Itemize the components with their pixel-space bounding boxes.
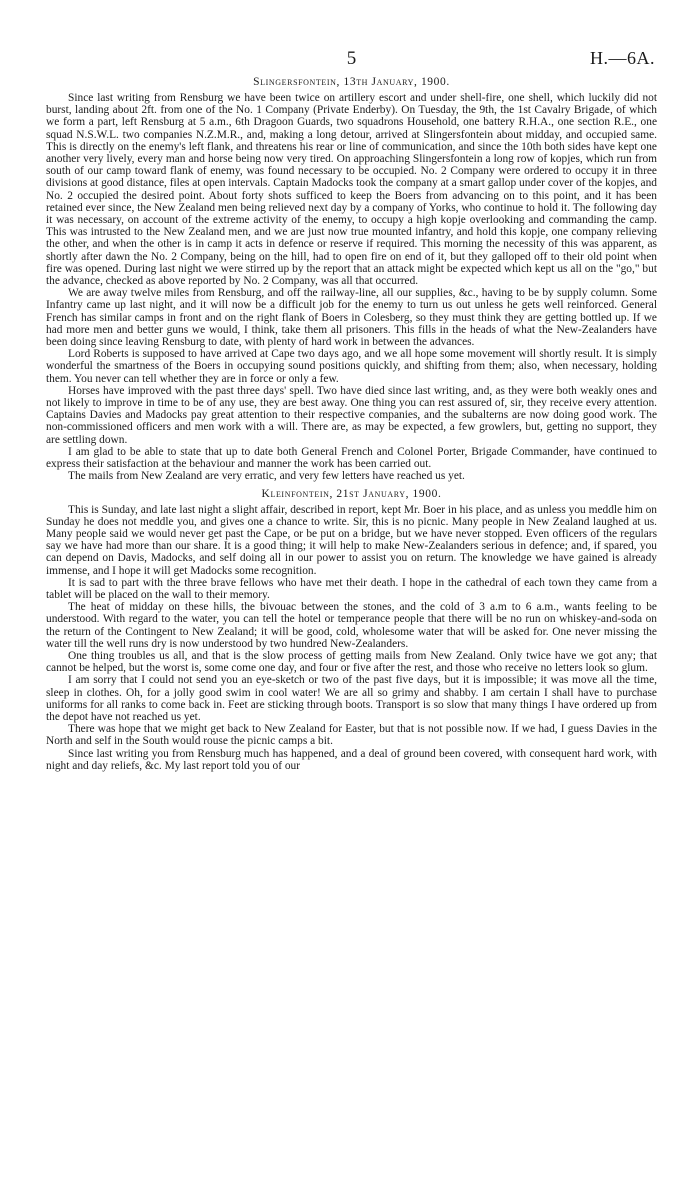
section-heading-slingersfontein: Slingersfontein, 13th January, 1900. [253,76,450,88]
document-reference: H.—6A. [590,48,655,68]
body-paragraph: Since last writing from Rensburg we have been twice on artillery escort and under shell-fire, one shell, which luckily did not burst, landing about 2ft. from one of the No. 1 Company (Private Enderby). On Tuesday, the 9th, the 1st Cavalry Brigade, of which we form a part, left Rensburg at 5 a.m., 6th Dragoon Guards, two squadrons Household, one battery R.H.A., one section R.E., one squad N.S.W.L. two companies N.Z.M.R., and, making a long detour, arrived at Slingersfontein about midday, and occupied same. This is directly on the enemy's left flank, and threatens his rear or line of communication, and since the 10th both sides have kept one another very lively, every man and horse being now very tired. On approaching Slingersfontein a long row of kopjes, which run from south of our camp toward flank of enemy, was found necessary to be occupied. No. 2 Company were ordered to occupy it in three divisions at good distance, files at open intervals. Captain Madocks took the company at a smart gallop under cover of the kopjes, and No. 2 occupied the desired point. About forty shots sufficed to keep the Boers from advancing on to this point, and it has been retained ever since, the New Zealand men being relieved next day by a company of Yorks, who continue to hold it. The following day it was necessary, on account of the extreme activity of the enemy, to occupy a high kopje overlooking and commanding the camp. This was intrusted to the New Zealand men, and we are just now true mounted infantry, and hold this kopje, one company relieving the other, and when the other is in camp it acts in defence or reserve if required. This morning the necessity of this was apparent, as shortly after dawn the No. 2 Company, being on the hill, had to open fire on end of it, but they galloped off to their old point when fire was opened. During last night we were stirred up by the report that an attack might be expected which kept us all on the "go," but the advance, checked as above reported by No. 2 Company, was all that occurred. [46,92,657,288]
body-paragraph: One thing troubles us all, and that is the slow process of getting mails from New Zealand. Only twice have we got any; that cannot be helped, but the worst is, some come one day, and four or five after the rest, and those who receive no letters look so glum. [46,649,657,675]
body-paragraph: Horses have improved with the past three days' spell. Two have died since last writing, and, as they were both weakly ones and not likely to improve in time to be of any use, they are best away. One thing you can rest assured of, sir, they receive every attention. Captains Davies and Madocks pay great attention to their respective companies, and the subalterns are now doing good work. The non-commissioned officers and men work with a will. There are, as may be expected, a few growlers, but, getting no support, they are settling down. [46,384,657,446]
body-paragraph: This is Sunday, and late last night a slight affair, described in report, kept Mr. Boer in his place, and as unless you meddle him on Sunday he does not meddle you, and gives one a chance to write. Sir, this is no picnic. Many people in New Zealand laughed at us. Many people said we would never get past the Cape, or be put on a bridge, but we have never stopped. Even officers of the regulars say we have had more than our share. It is a good thing; it will help to make New-Zealanders serious in defence; and, if spared, you can depend on Davis, Madocks, and self doing all in our power to assist you on return. The knowledge we have gained is already immense, and I hope it will get Madocks some recognition. [46,503,657,577]
body-paragraph: I am glad to be able to state that up to date both General French and Colonel Porter, Brigade Commander, have continued to express their satisfaction at the behaviour and manner the work has been carried out. [46,445,657,471]
section-heading-kleinfontein: Kleinfontein, 21st January, 1900. [261,487,442,500]
page-number: 5 [346,48,357,69]
page-header [46,40,657,69]
body-paragraph: There was hope that we might get back to New Zealand for Easter, but that is not possible now. If we had, I guess Davies in the North and self in the South would rouse the picnic camps a bit. [46,723,657,748]
body-paragraph: Lord Roberts is supposed to have arrived at Cape two days ago, and we all hope some movement will shortly result. It is simply wonderful the smartness of the Boers in occupying sound positions quickly, and shifting from them; also, when necessary, holding them. You never can tell whether they are in force or only a few. [46,348,657,385]
body-paragraph: We are away twelve miles from Rensburg, and off the railway-line, all our supplies, &c., having to be by supply column. Some Infantry came up last night, and it will now be a difficult job for the enemy to turn us out unless he gets well reinforced. General French has similar camps in front and on the right flank of Boers in Colesberg, so they must think they are getting bottled up. If we had more men and better guns we would, I think, take them all prisoners. This fills in the heads of what the New-Zealanders have been doing since leaving Rensburg to date, with plenty of hard work in between the advances. [46,287,657,349]
body-paragraph: It is sad to part with the three brave fellows who have met their death. I hope in the cathedral of each town they came from a tablet will be placed on the wall to their memory. [46,576,657,601]
body-paragraph: Since last writing you from Rensburg much has happened, and a deal of ground been covered, with consequent hard work, with night and day reliefs, &c. My last report told you of our [46,747,657,772]
body-paragraph: The mails from New Zealand are very erratic, and very few letters have reached us yet. [68,470,465,483]
body-paragraph: I am sorry that I could not send you an eye-sketch or two of the past five days, but it is impossible; it was move all the time, sleep in clothes. Oh, for a jolly good swim in cool water! We are all so grimy and shabby. I am certain I shall have to purchase uniforms for all ranks to come back in. Feet are sticking through boots. Transport is so slow that many things I have ordered up from the depot have not reached us yet. [46,674,657,723]
body-paragraph: The heat of midday on these hills, the bivouac between the stones, and the cold of 3 a.m to 6 a.m., wants feeling to be understood. With regard to the water, you can tell the hotel or temperance people that there will be no run on whiskey-and-soda on the return of the Contingent to New Zealand; it will be good, cold, wholesome water that will be asked for. One never missing the water till the well runs dry is now understood by two hundred New-Zealanders. [46,601,657,650]
